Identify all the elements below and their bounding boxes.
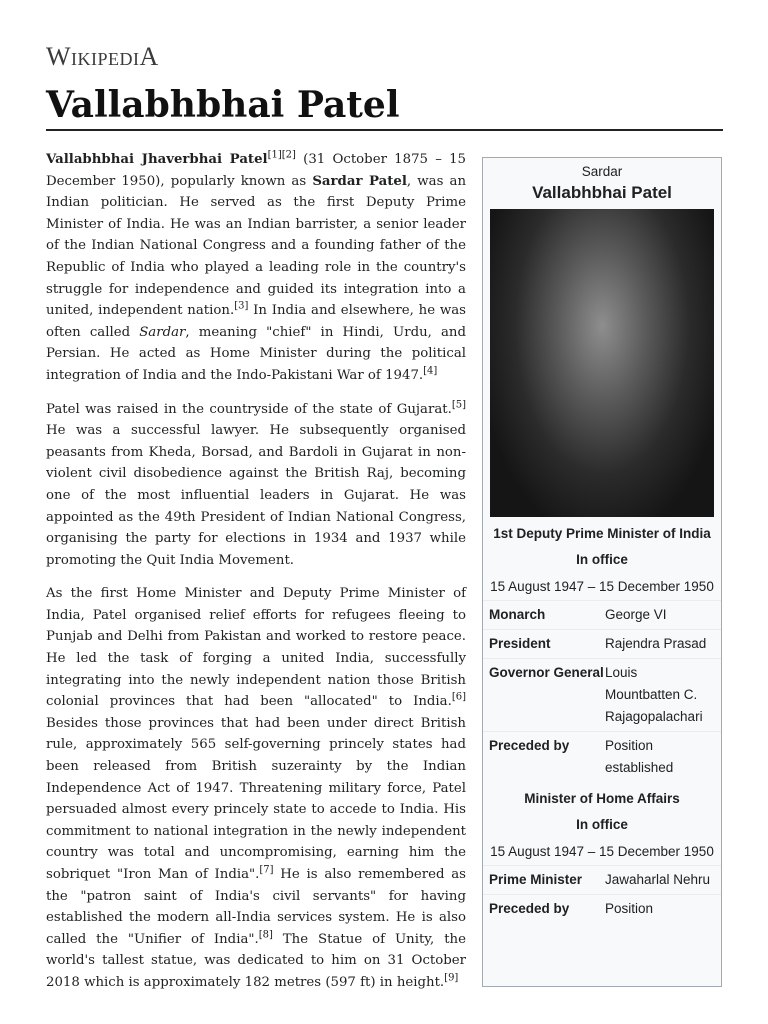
citation-link[interactable]: [9] xyxy=(444,972,459,984)
citation-link[interactable]: [3] xyxy=(234,300,249,312)
infobox xyxy=(482,157,722,987)
citation-link[interactable]: [2] xyxy=(281,149,296,161)
row-value[interactable]: George VI xyxy=(605,607,667,622)
paragraph-intro xyxy=(46,149,466,387)
infobox-row-monarch xyxy=(483,600,721,629)
office-title-deputy-pm[interactable]: 1st Deputy Prime Minister of India xyxy=(493,526,711,541)
row-label: Preceded by xyxy=(489,738,570,753)
in-office-label: In office xyxy=(576,552,628,567)
citation-link[interactable]: [6] xyxy=(451,691,466,703)
text-run: In India and elsewhere, he was often called xyxy=(46,303,466,340)
text-run: , was an Indian politician. He served as the first Deputy Prime Minister of India. He was an Indian barrister, a senior leader of the Indian National Congress and a founding father of the Republic of India who played a leading role in the country's struggle for independence and guided its integration into a united, independent nation. xyxy=(46,173,467,319)
citation-link[interactable]: [5] xyxy=(451,399,466,411)
text-run: He is also remembered as the "patron saint of India's civil servants" for having established the modern all-India services system. He is also called the "Unifier of India". xyxy=(46,867,466,947)
citation-link[interactable]: [4] xyxy=(423,365,438,377)
text-run: , meaning "chief" in Hindi, Urdu, and Persian. He acted as Home Minister during the political integration of India and the Indo-Pakistani War of 1947. xyxy=(46,324,466,383)
office-title-home-minister[interactable]: Minister of Home Affairs xyxy=(524,791,680,806)
paragraph-home-minister xyxy=(46,583,466,993)
common-name: Sardar Patel xyxy=(312,173,407,189)
office-dates: 15 August 1947 – 15 December 1950 xyxy=(490,844,714,859)
row-label: Governor General xyxy=(489,665,604,680)
row-label: Monarch xyxy=(489,607,546,622)
subject-name: Vallabhbhai Jhaverbhai Patel xyxy=(46,152,268,167)
infobox-row-governor-general xyxy=(483,658,721,731)
italic-term: Sardar xyxy=(139,324,186,340)
citation-link[interactable]: [7] xyxy=(259,864,274,876)
row-value[interactable]: Louis Mountbatten C. Rajagopalachari xyxy=(605,665,703,724)
row-value[interactable]: Rajendra Prasad xyxy=(605,636,707,651)
paragraph-early-life xyxy=(46,399,466,572)
citation-link[interactable]: [8] xyxy=(258,929,273,941)
text-run: The Statue of Unity, the world's tallest statue, was dedicated to him on 31 October 2018 which is approximately 182 metres (597 ft) in height. xyxy=(46,931,466,990)
text-run: (31 October 1875 – 15 December 1950), popularly known as xyxy=(46,152,466,189)
text-run: As the first Home Minister and Deputy Prime Minister of India, Patel organised relief efforts for refugees fleeing to Punjab and Delhi from Pakistan and worked to restore peace. He led the task of forging a united India, successfully integrating into the newly independent nation those British colonial provinces that had been "allocated" to India. xyxy=(46,586,466,710)
citation-link[interactable]: [1] xyxy=(267,149,282,161)
text-run: He was a successful lawyer. He subsequently organised peasants from Kheda, Borsad, and Bardoli in Gujarat in non-violent civil disobedience against the British Raj, becoming one of the most influential leaders in Gujarat. He was appointed as the 49th President of Indian National Congress, organising the party for elections in 1934 and 1937 while promoting the Quit India Movement. xyxy=(46,423,466,568)
row-value[interactable]: Jawaharlal Nehru xyxy=(605,872,711,887)
page-title: Vallabhbhai Patel xyxy=(46,84,400,126)
row-label: President xyxy=(489,636,551,651)
infobox-honorific: Sardar xyxy=(581,164,623,179)
title-divider xyxy=(46,129,723,131)
row-label: Prime Minister xyxy=(489,872,583,887)
in-office-label: In office xyxy=(576,817,628,832)
infobox-name: Vallabhbhai Patel xyxy=(532,183,672,202)
portrait-photo[interactable] xyxy=(490,209,714,517)
text-run: Besides those provinces that had been under direct British rule, approximately 565 self-governing princely states had been released from British suzerainty by the Indian Independence Act of 1947. Threatening military force, Patel persuaded almost every princely state to accede to India. His commitment to national integration in the newly independent country was total and uncompromising, earning him the sobriquet "Iron Man of India". xyxy=(46,715,466,882)
infobox-row-prime-minister xyxy=(483,865,721,894)
infobox-row-preceded-by xyxy=(483,731,721,782)
article-body xyxy=(46,149,466,1006)
wikipedia-wordmark[interactable]: WikipediA xyxy=(46,42,159,71)
row-value: Position established xyxy=(605,738,674,775)
office-dates: 15 August 1947 – 15 December 1950 xyxy=(490,579,714,594)
infobox-row-president xyxy=(483,629,721,658)
row-label: Preceded by xyxy=(489,901,570,916)
infobox-row-preceded-by xyxy=(483,894,721,923)
text-run: Patel was raised in the countryside of the state of Gujarat. xyxy=(46,401,452,417)
row-value: Position xyxy=(605,901,654,916)
